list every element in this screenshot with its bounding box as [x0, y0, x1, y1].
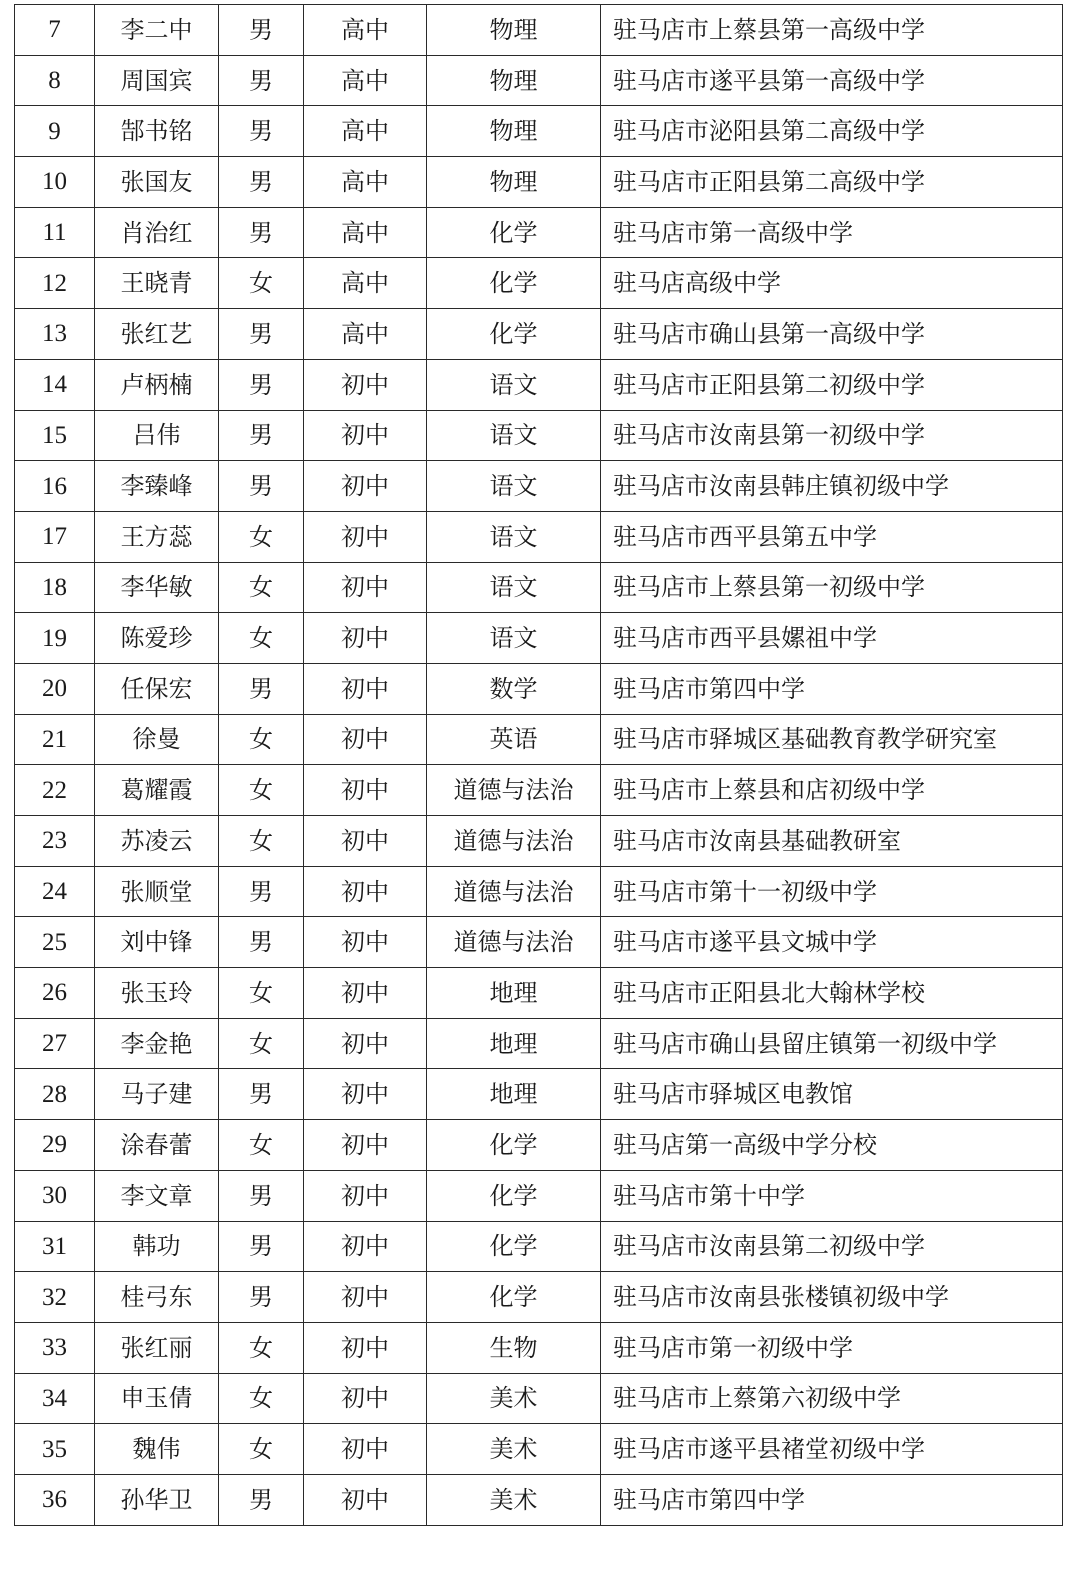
school-level-cell: 初中 [304, 1120, 427, 1171]
table-row [15, 1170, 1063, 1221]
gender-cell: 女 [219, 968, 304, 1019]
school-level-cell: 高中 [304, 106, 427, 157]
subject-cell: 语文 [427, 461, 601, 512]
workplace-cell: 驻马店市泌阳县第二高级中学 [601, 106, 1063, 157]
workplace-cell: 驻马店市遂平县第一高级中学 [601, 55, 1063, 106]
gender-cell: 男 [219, 663, 304, 714]
serial-number-cell: 32 [15, 1272, 95, 1323]
subject-cell: 道德与法治 [427, 816, 601, 867]
workplace-cell: 驻马店市上蔡县和店初级中学 [601, 765, 1063, 816]
school-level-cell: 初中 [304, 765, 427, 816]
table-row [15, 1373, 1063, 1424]
serial-number-cell: 16 [15, 461, 95, 512]
gender-cell: 男 [219, 410, 304, 461]
name-cell: 魏伟 [95, 1424, 219, 1475]
name-cell: 张红艺 [95, 309, 219, 360]
gender-cell: 男 [219, 157, 304, 208]
name-cell: 吕伟 [95, 410, 219, 461]
school-level-cell: 高中 [304, 157, 427, 208]
school-level-cell: 初中 [304, 511, 427, 562]
serial-number-cell: 31 [15, 1221, 95, 1272]
gender-cell: 男 [219, 866, 304, 917]
table-row [15, 866, 1063, 917]
workplace-cell: 驻马店市上蔡县第一高级中学 [601, 5, 1063, 56]
subject-cell: 化学 [427, 258, 601, 309]
subject-cell: 语文 [427, 511, 601, 562]
table-row [15, 1018, 1063, 1069]
roster-table [14, 4, 1063, 1526]
workplace-cell: 驻马店市驿城区电教馆 [601, 1069, 1063, 1120]
name-cell: 申玉倩 [95, 1373, 219, 1424]
serial-number-cell: 17 [15, 511, 95, 562]
table-row [15, 714, 1063, 765]
school-level-cell: 初中 [304, 917, 427, 968]
subject-cell: 地理 [427, 968, 601, 1019]
name-cell: 周国宾 [95, 55, 219, 106]
name-cell: 张玉玲 [95, 968, 219, 1019]
school-level-cell: 初中 [304, 816, 427, 867]
workplace-cell: 驻马店市汝南县第一初级中学 [601, 410, 1063, 461]
school-level-cell: 初中 [304, 410, 427, 461]
serial-number-cell: 14 [15, 359, 95, 410]
school-level-cell: 初中 [304, 1221, 427, 1272]
school-level-cell: 高中 [304, 258, 427, 309]
subject-cell: 化学 [427, 309, 601, 360]
name-cell: 王晓青 [95, 258, 219, 309]
name-cell: 桂弓东 [95, 1272, 219, 1323]
table-row [15, 1272, 1063, 1323]
workplace-cell: 驻马店市驿城区基础教育教学研究室 [601, 714, 1063, 765]
gender-cell: 女 [219, 1373, 304, 1424]
subject-cell: 道德与法治 [427, 917, 601, 968]
serial-number-cell: 9 [15, 106, 95, 157]
roster-body [15, 5, 1063, 1526]
workplace-cell: 驻马店市西平县嫘祖中学 [601, 613, 1063, 664]
subject-cell: 物理 [427, 157, 601, 208]
workplace-cell: 驻马店市第十中学 [601, 1170, 1063, 1221]
workplace-cell: 驻马店市第一高级中学 [601, 207, 1063, 258]
subject-cell: 道德与法治 [427, 765, 601, 816]
table-row [15, 1474, 1063, 1525]
name-cell: 孙华卫 [95, 1474, 219, 1525]
subject-cell: 物理 [427, 55, 601, 106]
school-level-cell: 高中 [304, 5, 427, 56]
gender-cell: 女 [219, 765, 304, 816]
subject-cell: 化学 [427, 207, 601, 258]
workplace-cell: 驻马店市汝南县基础教研室 [601, 816, 1063, 867]
school-level-cell: 初中 [304, 866, 427, 917]
gender-cell: 男 [219, 55, 304, 106]
table-row [15, 55, 1063, 106]
workplace-cell: 驻马店市正阳县第二初级中学 [601, 359, 1063, 410]
workplace-cell: 驻马店第一高级中学分校 [601, 1120, 1063, 1171]
serial-number-cell: 10 [15, 157, 95, 208]
workplace-cell: 驻马店市西平县第五中学 [601, 511, 1063, 562]
table-row [15, 765, 1063, 816]
serial-number-cell: 8 [15, 55, 95, 106]
school-level-cell: 初中 [304, 1170, 427, 1221]
workplace-cell: 驻马店高级中学 [601, 258, 1063, 309]
subject-cell: 生物 [427, 1322, 601, 1373]
serial-number-cell: 7 [15, 5, 95, 56]
workplace-cell: 驻马店市正阳县第二高级中学 [601, 157, 1063, 208]
school-level-cell: 初中 [304, 1373, 427, 1424]
serial-number-cell: 11 [15, 207, 95, 258]
table-row [15, 1120, 1063, 1171]
subject-cell: 英语 [427, 714, 601, 765]
subject-cell: 地理 [427, 1018, 601, 1069]
serial-number-cell: 34 [15, 1373, 95, 1424]
gender-cell: 男 [219, 917, 304, 968]
subject-cell: 物理 [427, 5, 601, 56]
subject-cell: 美术 [427, 1424, 601, 1475]
gender-cell: 男 [219, 359, 304, 410]
subject-cell: 道德与法治 [427, 866, 601, 917]
serial-number-cell: 29 [15, 1120, 95, 1171]
name-cell: 王方蕊 [95, 511, 219, 562]
gender-cell: 男 [219, 1170, 304, 1221]
school-level-cell: 初中 [304, 968, 427, 1019]
workplace-cell: 驻马店市汝南县第二初级中学 [601, 1221, 1063, 1272]
table-row [15, 106, 1063, 157]
table-row [15, 207, 1063, 258]
serial-number-cell: 24 [15, 866, 95, 917]
workplace-cell: 驻马店市正阳县北大翰林学校 [601, 968, 1063, 1019]
subject-cell: 语文 [427, 359, 601, 410]
table-row [15, 258, 1063, 309]
school-level-cell: 初中 [304, 359, 427, 410]
subject-cell: 物理 [427, 106, 601, 157]
serial-number-cell: 27 [15, 1018, 95, 1069]
serial-number-cell: 33 [15, 1322, 95, 1373]
table-row [15, 613, 1063, 664]
subject-cell: 化学 [427, 1120, 601, 1171]
gender-cell: 女 [219, 816, 304, 867]
workplace-cell: 驻马店市第四中学 [601, 1474, 1063, 1525]
serial-number-cell: 12 [15, 258, 95, 309]
table-row [15, 359, 1063, 410]
name-cell: 李华敏 [95, 562, 219, 613]
workplace-cell: 驻马店市第十一初级中学 [601, 866, 1063, 917]
school-level-cell: 初中 [304, 461, 427, 512]
table-row [15, 562, 1063, 613]
school-level-cell: 初中 [304, 1474, 427, 1525]
school-level-cell: 初中 [304, 1322, 427, 1373]
school-level-cell: 初中 [304, 1272, 427, 1323]
name-cell: 陈爱珍 [95, 613, 219, 664]
serial-number-cell: 22 [15, 765, 95, 816]
table-row [15, 968, 1063, 1019]
serial-number-cell: 28 [15, 1069, 95, 1120]
workplace-cell: 驻马店市上蔡第六初级中学 [601, 1373, 1063, 1424]
subject-cell: 美术 [427, 1373, 601, 1424]
school-level-cell: 高中 [304, 309, 427, 360]
table-row [15, 309, 1063, 360]
workplace-cell: 驻马店市上蔡县第一初级中学 [601, 562, 1063, 613]
name-cell: 李臻峰 [95, 461, 219, 512]
workplace-cell: 驻马店市确山县第一高级中学 [601, 309, 1063, 360]
gender-cell: 男 [219, 5, 304, 56]
school-level-cell: 初中 [304, 1424, 427, 1475]
workplace-cell: 驻马店市第一初级中学 [601, 1322, 1063, 1373]
name-cell: 李文章 [95, 1170, 219, 1221]
table-row [15, 461, 1063, 512]
name-cell: 卢柄楠 [95, 359, 219, 410]
gender-cell: 女 [219, 613, 304, 664]
gender-cell: 男 [219, 1272, 304, 1323]
serial-number-cell: 23 [15, 816, 95, 867]
table-row [15, 1424, 1063, 1475]
school-level-cell: 初中 [304, 562, 427, 613]
table-row [15, 5, 1063, 56]
name-cell: 马子建 [95, 1069, 219, 1120]
gender-cell: 男 [219, 207, 304, 258]
subject-cell: 化学 [427, 1170, 601, 1221]
table-row [15, 410, 1063, 461]
serial-number-cell: 25 [15, 917, 95, 968]
serial-number-cell: 19 [15, 613, 95, 664]
subject-cell: 化学 [427, 1272, 601, 1323]
name-cell: 张国友 [95, 157, 219, 208]
serial-number-cell: 26 [15, 968, 95, 1019]
subject-cell: 语文 [427, 562, 601, 613]
gender-cell: 女 [219, 1018, 304, 1069]
serial-number-cell: 20 [15, 663, 95, 714]
serial-number-cell: 18 [15, 562, 95, 613]
subject-cell: 化学 [427, 1221, 601, 1272]
name-cell: 张红丽 [95, 1322, 219, 1373]
name-cell: 肖治红 [95, 207, 219, 258]
subject-cell: 语文 [427, 410, 601, 461]
school-level-cell: 初中 [304, 714, 427, 765]
name-cell: 韩功 [95, 1221, 219, 1272]
workplace-cell: 驻马店市汝南县张楼镇初级中学 [601, 1272, 1063, 1323]
gender-cell: 女 [219, 511, 304, 562]
gender-cell: 女 [219, 714, 304, 765]
gender-cell: 男 [219, 1221, 304, 1272]
table-row [15, 816, 1063, 867]
name-cell: 任保宏 [95, 663, 219, 714]
name-cell: 涂春蕾 [95, 1120, 219, 1171]
school-level-cell: 高中 [304, 55, 427, 106]
name-cell: 葛耀霞 [95, 765, 219, 816]
school-level-cell: 初中 [304, 1069, 427, 1120]
subject-cell: 语文 [427, 613, 601, 664]
gender-cell: 男 [219, 106, 304, 157]
gender-cell: 女 [219, 1322, 304, 1373]
name-cell: 张顺堂 [95, 866, 219, 917]
name-cell: 刘中锋 [95, 917, 219, 968]
gender-cell: 女 [219, 258, 304, 309]
serial-number-cell: 21 [15, 714, 95, 765]
workplace-cell: 驻马店市确山县留庄镇第一初级中学 [601, 1018, 1063, 1069]
name-cell: 徐曼 [95, 714, 219, 765]
name-cell: 郜书铭 [95, 106, 219, 157]
serial-number-cell: 13 [15, 309, 95, 360]
table-row [15, 511, 1063, 562]
table-row [15, 1069, 1063, 1120]
table-row [15, 663, 1063, 714]
name-cell: 李金艳 [95, 1018, 219, 1069]
table-row [15, 1322, 1063, 1373]
gender-cell: 男 [219, 309, 304, 360]
gender-cell: 男 [219, 1069, 304, 1120]
gender-cell: 女 [219, 562, 304, 613]
gender-cell: 女 [219, 1424, 304, 1475]
serial-number-cell: 35 [15, 1424, 95, 1475]
subject-cell: 美术 [427, 1474, 601, 1525]
gender-cell: 男 [219, 461, 304, 512]
name-cell: 李二中 [95, 5, 219, 56]
table-row [15, 157, 1063, 208]
serial-number-cell: 15 [15, 410, 95, 461]
subject-cell: 数学 [427, 663, 601, 714]
gender-cell: 男 [219, 1474, 304, 1525]
table-row [15, 917, 1063, 968]
workplace-cell: 驻马店市第四中学 [601, 663, 1063, 714]
serial-number-cell: 30 [15, 1170, 95, 1221]
school-level-cell: 初中 [304, 1018, 427, 1069]
subject-cell: 地理 [427, 1069, 601, 1120]
school-level-cell: 初中 [304, 613, 427, 664]
name-cell: 苏凌云 [95, 816, 219, 867]
table-row [15, 1221, 1063, 1272]
school-level-cell: 初中 [304, 663, 427, 714]
serial-number-cell: 36 [15, 1474, 95, 1525]
workplace-cell: 驻马店市汝南县韩庄镇初级中学 [601, 461, 1063, 512]
workplace-cell: 驻马店市遂平县褚堂初级中学 [601, 1424, 1063, 1475]
gender-cell: 女 [219, 1120, 304, 1171]
school-level-cell: 高中 [304, 207, 427, 258]
workplace-cell: 驻马店市遂平县文城中学 [601, 917, 1063, 968]
